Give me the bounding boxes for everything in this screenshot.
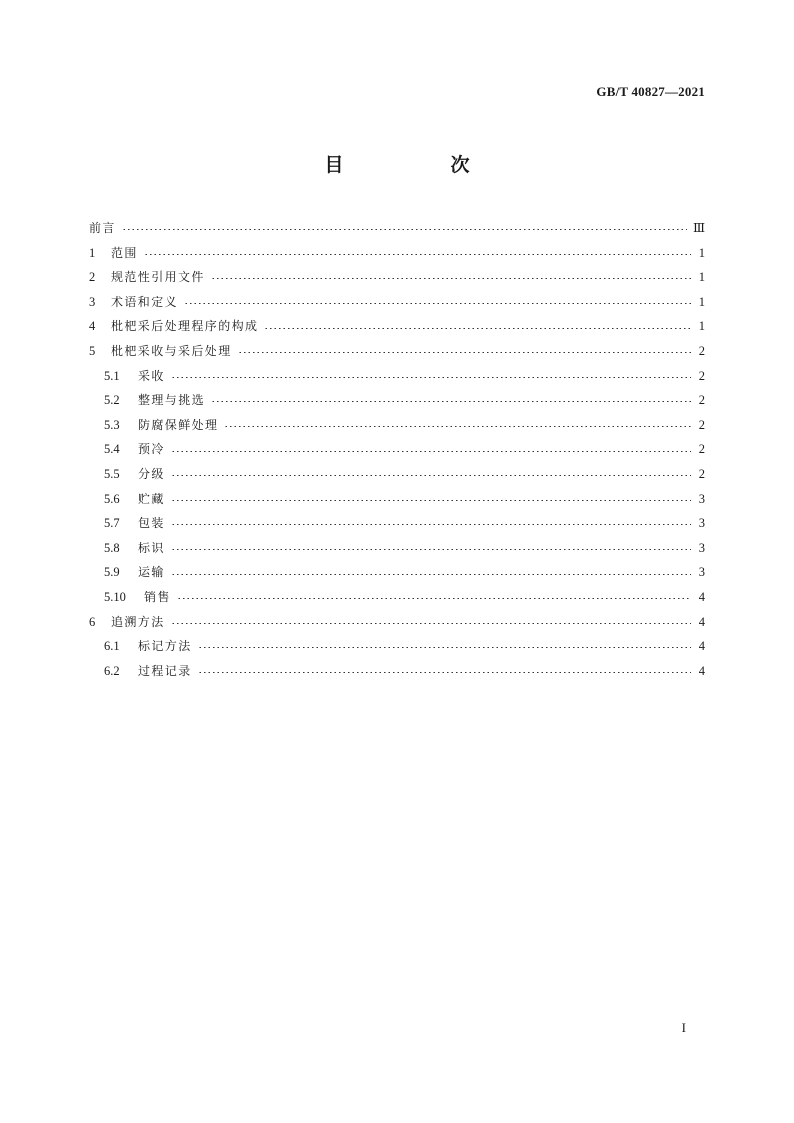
- toc-entry[interactable]: [89, 462, 705, 487]
- toc-entry-number: 5.6: [104, 491, 120, 506]
- toc-entry-label: 分级: [138, 466, 165, 481]
- toc-entry-page: 2: [698, 417, 705, 432]
- toc-entry-label: 枇杷采后处理程序的构成: [111, 319, 259, 334]
- toc-entry-number: 2: [89, 270, 96, 285]
- dot-leader: [171, 549, 691, 550]
- toc-entry-page: 2: [698, 343, 705, 358]
- dot-leader: [171, 623, 691, 624]
- toc-entry-label: 枇杷采收与采后处理: [111, 343, 232, 358]
- toc-entry-number: 5.10: [104, 589, 126, 604]
- toc-entry-page: 4: [698, 589, 705, 604]
- toc-entry[interactable]: [89, 536, 705, 561]
- toc-entry-label: 过程记录: [138, 663, 192, 678]
- toc-entry-label: 标识: [138, 540, 165, 555]
- dot-leader: [198, 672, 691, 673]
- toc-entry-page: 2: [698, 393, 705, 408]
- dot-leader: [177, 598, 691, 599]
- toc-entry-number: 5: [89, 343, 96, 358]
- toc-entry-page: 4: [698, 663, 705, 678]
- dot-leader: [122, 229, 687, 230]
- toc-entry-number: 5.2: [104, 393, 120, 408]
- toc-entry[interactable]: [89, 388, 705, 413]
- toc-entry-page: 2: [698, 442, 705, 457]
- toc-entry-label: 贮藏: [138, 491, 165, 506]
- dot-leader: [211, 278, 691, 279]
- page-number: I: [681, 1020, 686, 1035]
- toc-entry[interactable]: [89, 511, 705, 536]
- toc-entry-number: 5.7: [104, 516, 120, 531]
- toc-entry-label: 销售: [144, 589, 171, 604]
- dot-leader: [171, 377, 691, 378]
- toc-entry[interactable]: [89, 659, 705, 684]
- table-of-contents: [89, 216, 705, 683]
- toc-entry[interactable]: [89, 634, 705, 659]
- toc-entry-label: 规范性引用文件: [111, 270, 205, 285]
- toc-entry-page: 1: [698, 270, 705, 285]
- toc-entry[interactable]: [89, 216, 705, 241]
- toc-entry-page: 3: [698, 491, 705, 506]
- toc-entry[interactable]: [89, 487, 705, 512]
- toc-entry-label: 采收: [138, 368, 165, 383]
- dot-leader: [171, 574, 691, 575]
- toc-entry-number: 5.3: [104, 417, 120, 432]
- toc-entry-page: 2: [698, 466, 705, 481]
- toc-entry-label: 术语和定义: [111, 294, 179, 309]
- toc-entry-page: 3: [698, 565, 705, 580]
- toc-entry-number: 1: [89, 245, 96, 260]
- toc-entry-number: 5.1: [104, 368, 120, 383]
- dot-leader: [171, 500, 691, 501]
- toc-entry[interactable]: [89, 437, 705, 462]
- dot-leader: [171, 524, 691, 525]
- toc-entry-page: 1: [698, 319, 705, 334]
- toc-entry-number: 4: [89, 319, 96, 334]
- toc-entry-page: 4: [698, 639, 705, 654]
- page-title: 目 次: [324, 154, 514, 176]
- toc-entry-label: 标记方法: [138, 639, 192, 654]
- toc-entry-label: 防腐保鲜处理: [138, 417, 219, 432]
- toc-entry-number: 5.5: [104, 466, 120, 481]
- dot-leader: [264, 328, 691, 329]
- toc-entry-label: 前言: [89, 221, 116, 235]
- dot-leader: [144, 254, 691, 255]
- toc-entry[interactable]: [89, 364, 705, 389]
- toc-entry[interactable]: [89, 585, 705, 610]
- toc-entry[interactable]: [89, 560, 705, 585]
- toc-entry-label: 整理与挑选: [138, 393, 206, 408]
- toc-entry[interactable]: [89, 610, 705, 635]
- toc-entry-page: Ⅲ: [692, 221, 705, 235]
- toc-entry-label: 预冷: [138, 442, 165, 457]
- toc-entry-label: 运输: [138, 565, 165, 580]
- dot-leader: [238, 352, 691, 353]
- toc-entry-number: 3: [89, 294, 96, 309]
- toc-entry[interactable]: [89, 265, 705, 290]
- dot-leader: [171, 475, 691, 476]
- toc-entry[interactable]: [89, 413, 705, 438]
- toc-entry-number: 5.9: [104, 565, 120, 580]
- standard-code: GB/T 40827—2021: [596, 84, 705, 99]
- toc-entry-label: 范围: [111, 245, 138, 260]
- toc-entry-number: 6.1: [104, 639, 120, 654]
- toc-entry-page: 2: [698, 368, 705, 383]
- toc-entry-page: 3: [698, 540, 705, 555]
- toc-entry[interactable]: [89, 314, 705, 339]
- dot-leader: [211, 401, 691, 402]
- toc-entry-label: 包装: [138, 516, 165, 531]
- toc-entry-number: 6: [89, 614, 96, 629]
- dot-leader: [184, 303, 691, 304]
- toc-entry[interactable]: [89, 241, 705, 266]
- toc-entry[interactable]: [89, 290, 705, 315]
- dot-leader: [171, 451, 691, 452]
- toc-entry-page: 3: [698, 516, 705, 531]
- toc-entry[interactable]: [89, 339, 705, 364]
- toc-entry-number: 5.8: [104, 540, 120, 555]
- dot-leader: [224, 426, 691, 427]
- toc-entry-label: 追溯方法: [111, 614, 165, 629]
- toc-entry-page: 1: [698, 294, 705, 309]
- toc-entry-page: 1: [698, 245, 705, 260]
- toc-entry-number: 5.4: [104, 442, 120, 457]
- toc-entry-page: 4: [698, 614, 705, 629]
- toc-entry-number: 6.2: [104, 663, 120, 678]
- dot-leader: [198, 647, 691, 648]
